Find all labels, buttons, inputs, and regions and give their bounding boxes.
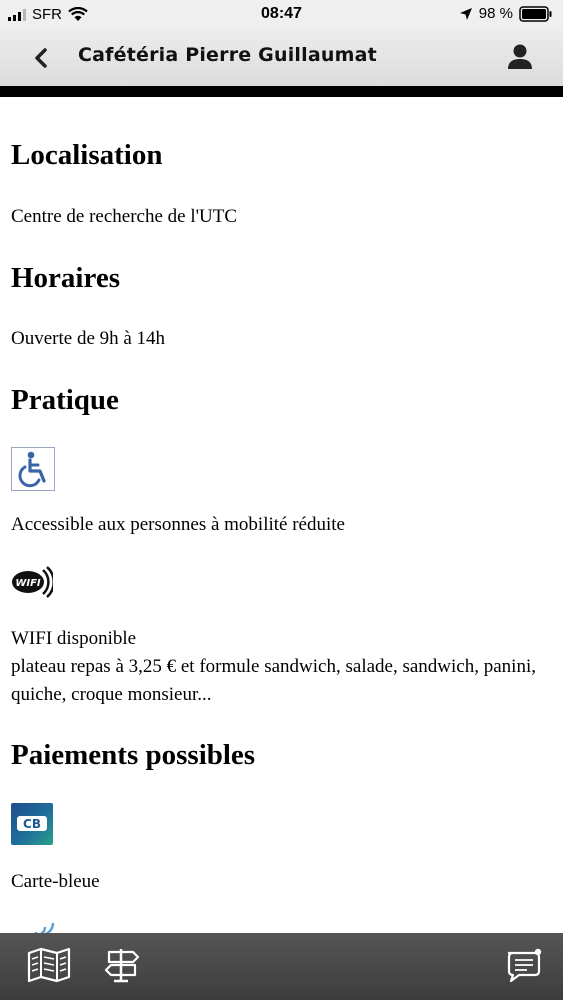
location-heading: Localisation (11, 139, 163, 171)
wheelchair-icon (11, 447, 55, 496)
tab-directions[interactable] (101, 947, 145, 983)
carrier-label: SFR (32, 6, 62, 23)
status-time: 08:47 (261, 5, 302, 22)
status-bar (0, 0, 563, 30)
card-text: Carte-bleue (11, 871, 100, 892)
page-title: Cafétéria Pierre Guillaumat (78, 44, 377, 66)
hours-heading: Horaires (11, 262, 120, 294)
status-right (459, 5, 553, 22)
battery-percent: 98 % (478, 5, 513, 22)
wifi-text: WIFI disponible (11, 628, 137, 649)
nav-divider (0, 86, 563, 97)
hours-text: Ouverte de 9h à 14h (11, 328, 166, 349)
message-icon (505, 947, 545, 983)
carte-bleue-icon (11, 803, 53, 850)
nav-bar (0, 30, 563, 86)
tab-bar (0, 933, 563, 1000)
wifi-logo-text: WIFI (15, 578, 41, 589)
user-icon (505, 42, 535, 72)
tab-messages[interactable] (505, 947, 549, 983)
location-text: Centre de recherche de l'UTC (11, 206, 238, 227)
cb-logo-text: CB (23, 817, 41, 831)
practical-heading: Pratique (11, 384, 119, 416)
map-icon (26, 947, 72, 983)
location-arrow-icon (459, 7, 473, 21)
payments-heading: Paiements possibles (11, 739, 256, 771)
accessibility-text: Accessible aux personnes à mobilité réduite (11, 514, 345, 535)
signpost-icon (101, 947, 143, 983)
back-button[interactable] (28, 44, 56, 72)
chevron-left-icon (28, 44, 56, 72)
battery-icon (519, 6, 553, 22)
user-profile-button[interactable] (505, 42, 535, 72)
wifi-icon (11, 565, 53, 604)
tab-map[interactable] (26, 947, 70, 983)
menu-text: plateau repas à 3,25 € et formule sandwich, salade, sandwich, panini, quiche, croque monsieur... (11, 656, 536, 705)
